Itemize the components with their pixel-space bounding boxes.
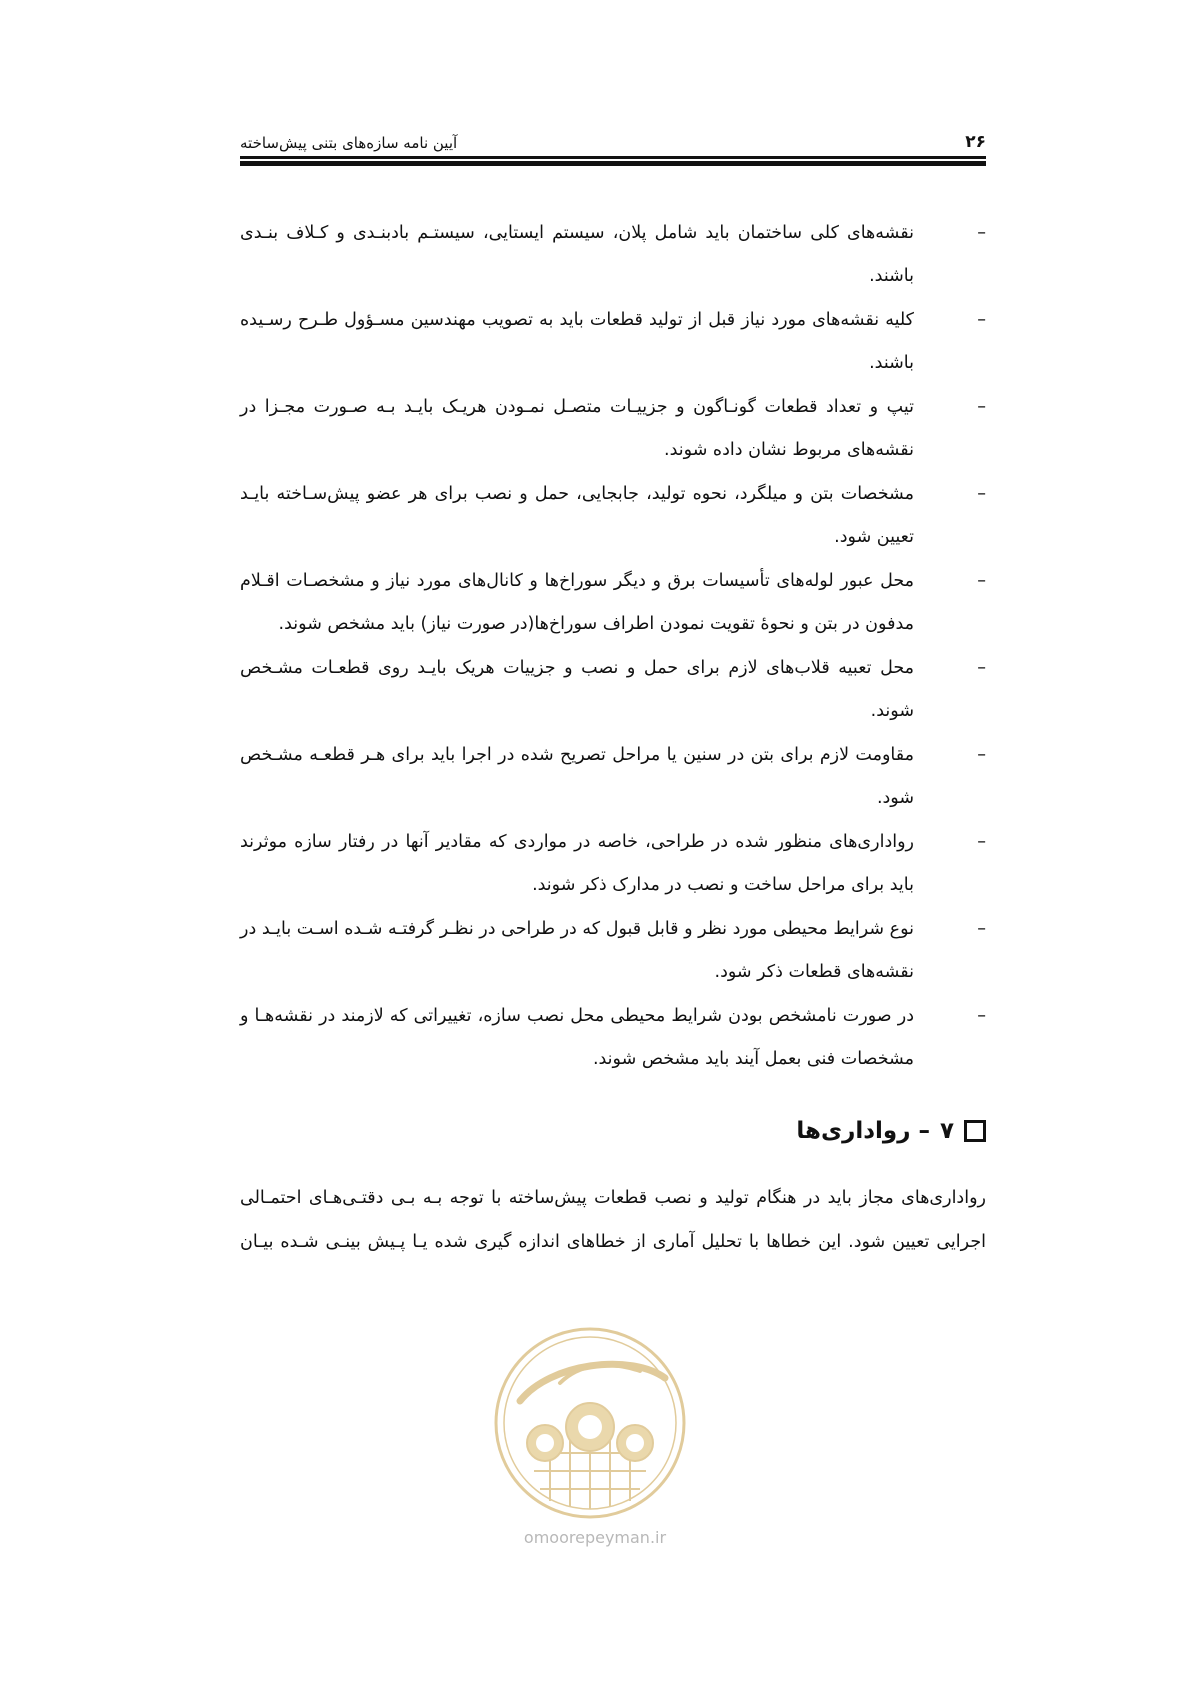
bullet-dash: – xyxy=(977,484,986,504)
body-paragraph: رواداری‌های مجاز باید در هنگام تولید و نصب قطعات پیش‌ساخته با توجه بـه بـی دقتـی‌هـای احتمـالی اجرایی تعیین شود. این خطاها با تحلیل آماری از خطاهای اندازه گیری شده یـا پـیش بینـی شـده بیـان xyxy=(240,1188,986,1252)
list-item xyxy=(240,299,986,385)
list-item-text: مشخصات بتن و میلگرد، نحوه تولید، جابجایی، حمل و نصب برای هر عضو پیش‌سـاخته بایـد تعیین شود. xyxy=(240,484,914,547)
bullet-dash: – xyxy=(977,397,986,417)
header-rule-thin xyxy=(240,156,986,159)
bullet-dash: – xyxy=(977,1006,986,1026)
list-item xyxy=(240,386,986,472)
watermark-site: omoorepeyman.ir xyxy=(523,1528,667,1547)
bullet-dash: – xyxy=(977,658,986,678)
list-item xyxy=(240,212,986,298)
bullet-dash: – xyxy=(977,223,986,243)
list-item-text: محل عبور لوله‌های تأسیسات برق و دیگر سوراخ‌ها و کانال‌های مورد نیاز و مشخصـات اقـلام مدفون در بتن و نحوهٔ تقویت نمودن اطراف سوراخ‌ها(در صورت نیاز) باید مشخص شوند. xyxy=(240,571,914,634)
requirements-list xyxy=(240,212,986,1082)
running-title: آیین نامه سازه‌های بتنی پیش‌ساخته xyxy=(240,134,458,152)
checkbox-square-icon xyxy=(964,1120,986,1142)
list-item xyxy=(240,473,986,559)
section-title: – رواداری‌ها xyxy=(796,1118,930,1144)
section-heading xyxy=(240,1118,986,1144)
list-item-text: مقاومت لازم برای بتن در سنین یا مراحل تصریح شده در اجرا باید برای هـر قطعـه مشـخص شود. xyxy=(240,745,914,808)
list-item-text: نقشه‌های کلی ساختمان باید شامل پلان، سیستم ایستایی، سیستـم بادبنـدی و کـلاف بنـدی باشند. xyxy=(240,223,914,286)
bullet-dash: – xyxy=(977,919,986,939)
list-item-text: در صورت نامشخص بودن شرایط محیطی محل نصب سازه، تغییراتی که لازمند در نقشه‌هـا و مشخصات فنی بعمل آیند باید مشخص شوند. xyxy=(240,1006,914,1069)
list-item xyxy=(240,995,986,1081)
list-item xyxy=(240,908,986,994)
section-number: ۷ xyxy=(939,1118,954,1144)
bullet-dash: – xyxy=(977,571,986,591)
bullet-dash: – xyxy=(977,832,986,852)
list-item xyxy=(240,560,986,646)
list-item-text: نوع شرایط محیطی مورد نظر و قابل قبول که در طراحی در نظـر گرفتـه شـده اسـت بایـد در نقشه‌های قطعات ذکر شود. xyxy=(240,919,914,982)
watermark-logo-icon xyxy=(490,1323,690,1523)
bullet-dash: – xyxy=(977,310,986,330)
list-item-text: کلیه نقشه‌های مورد نیاز قبل از تولید قطعات باید به تصویب مهندسین مسـؤول طـرح رسـیده باشند. xyxy=(240,310,914,373)
page-header xyxy=(240,128,986,152)
page-number: ۲۶ xyxy=(965,132,986,152)
list-item xyxy=(240,647,986,733)
list-item xyxy=(240,821,986,907)
bullet-dash: – xyxy=(977,745,986,765)
header-rule-thick xyxy=(240,161,986,166)
list-item-text: تیپ و تعداد قطعات گونـاگون و جزییـات متصـل نمـودن هریـک بایـد بـه صـورت مجـزا در نقشه‌های مربوط نشان داده شوند. xyxy=(240,397,914,460)
list-item-text: رواداری‌های منظور شده در طراحی، خاصه در مواردی که مقادیر آنها در رفتار سازه موثرند باید برای مراحل ساخت و نصب در مدارک ذکر شوند. xyxy=(240,832,914,895)
list-item xyxy=(240,734,986,820)
list-item-text: محل تعبیه قلاب‌های لازم برای حمل و نصب و جزییات هریک بایـد روی قطعـات مشـخص شوند. xyxy=(240,658,914,721)
